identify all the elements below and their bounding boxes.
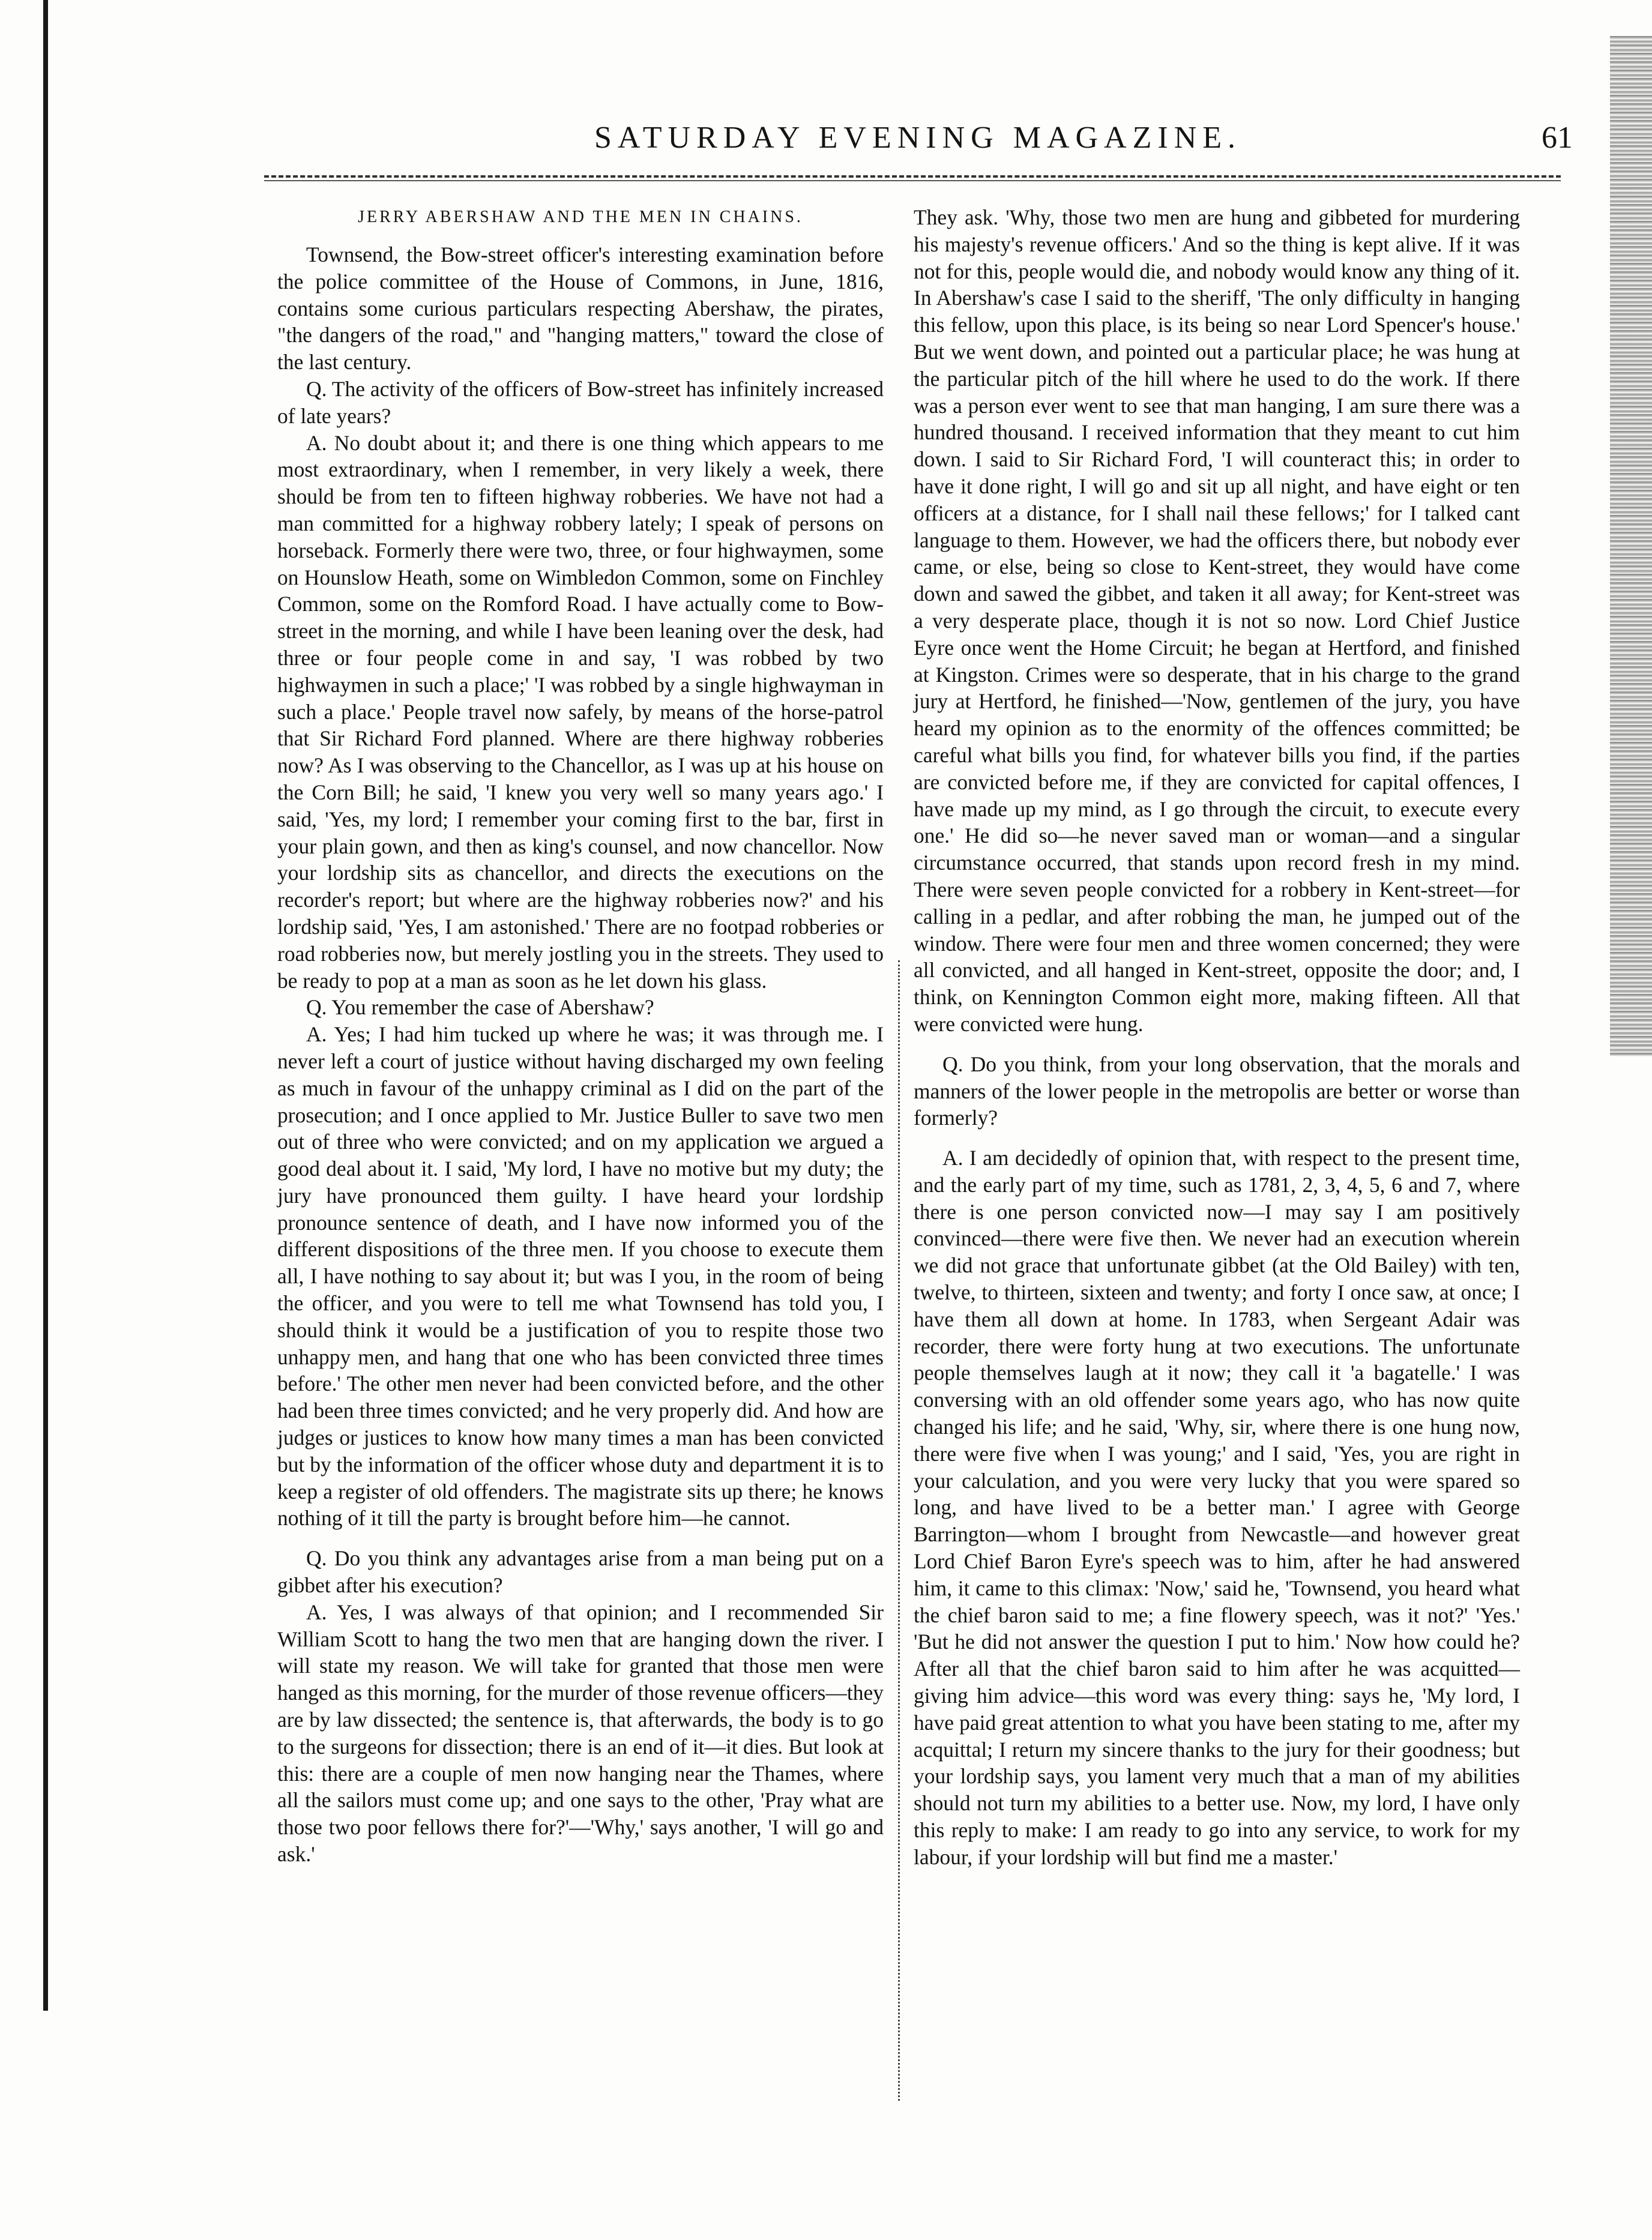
paragraph: Q. Do you think, from your long observation, that the morals and manners of the lower people in the metropolis are better or worse than formerly? [914,1052,1520,1130]
page-number: 61 [1542,121,1573,155]
scan-edge [1610,36,1652,1056]
right-column [914,204,1520,1871]
paragraph: A. I am decidedly of opinion that, with respect to the present time, and the early part of my time, such as 1781, 2, 3, 4, 5, 6 and 7, where there is one person convicted now—I may say I am positively convinced—there were five then. We never had an execution wherein we did not grace that unfortunate gibbet (at the Old Bailey) with ten, twelve, to thirteen, sixteen and twenty; and forty I once saw, at once; I have them all down at home. In 1783, when Sergeant Adair was recorder, there were forty hung at two executions. The unfortunate people themselves laugh at it now; they call it 'a bagatelle.' I was conversing with an old offender some years ago, who has now quite changed his life; and he said, 'Why, sir, where there is one hung now, there were five when I was young;' and I said, 'Yes, you are right in your calculation, and you were very lucky that you were spared so long, and have lived to be a better man.' I agree with George Barrington—whom I brought from Newcastle—and however great Lord Chief Baron Eyre's speech was to him, after he had answered him, it came to this climax: 'Now,' said he, 'Townsend, you heard what the chief baron said to me; a fine flowery speech, was it not?' 'Yes.' 'But he did not answer the question I put to him.' Now how could he? After all that the chief baron said to him after he was acquitted—giving him advice—this word was every thing: says he, 'My lord, I have paid great attention to what you have been stating to me, after my acquittal; I return my sincere thanks to the jury for their goodness; but your lordship says, you lament very much that a man of my abilities should not turn my abilities to a better use. Now, my lord, I have only this reply to make: I am ready to go into any service, to work for my labour, if your lordship will but find me a master.' [914,1146,1520,1869]
header-rule [264,175,1561,178]
paragraph: Q. The activity of the officers of Bow-street has infinitely increased of late years? [277,376,884,428]
binding-edge [43,0,48,2011]
paragraph: A. No doubt about it; and there is one thing which appears to me most extraordinary, when I remember, in very likely a week, there should be from ten to fifteen highway robberies. We have not had a man committed for a highway robbery lately; I speak of persons on horseback. Formerly there were two, three, or four highwaymen, some on Hounslow Heath, some on Wimbledon Common, some on Finchley Common, some on the Romford Road. I have actually come to Bow-street in the morning, and while I have been leaning over the desk, had three or four people come in and say, 'I was robbed by two highwaymen in such a place;' 'I was robbed by a single highwayman in such a place.' People travel now safely, by means of the horse-patrol that Sir Richard Ford planned. Where are there highway robberies now? As I was observing to the Chancellor, as I was up at his house on the Corn Bill; he said, 'I knew you very well so many years ago.' I said, 'Yes, my lord; I remember your coming first to the bar, first in your plain gown, and then as king's counsel, and now chancellor. Now your lordship sits as chancellor, and directs the executions on the recorder's report; but where are the highway robberies now?' and his lordship said, 'Yes, I am astonished.' There are no footpad robberies or road robberies now, but merely jostling you in the streets. They used to be ready to pop at a man as soon as he let down his glass. [277,430,884,993]
paragraph: Q. Do you think any advantages arise from a man being put on a gibbet after his execution? [277,1546,884,1598]
running-head [264,120,1573,162]
running-title: SATURDAY EVENING MAGAZINE. [594,121,1242,155]
article-title: JERRY ABERSHAW AND THE MEN IN CHAINS. [358,208,803,226]
paragraph: A. Yes; I had him tucked up where he was; it was through me. I never left a court of justice without having discharged my own feeling as much in favour of the unhappy criminal as I did on the part of the prosecution; and I once applied to Mr. Justice Buller to save two men out of three who were convicted; and on my application we argued a good deal about it. I said, 'My lord, I have no motive but my duty; the jury have pronounced them guilty. I have heard your lordship pronounce sentence of death, and I have now informed you of the different dispositions of the three men. If you choose to execute them all, I have nothing to say about it; but was I you, in the room of being the officer, and you were to tell me what Townsend has told you, I should think it would be a justification of you to respite those two unhappy men, and hang that one who has been convicted three times before.' The other men never had been convicted before, and the other had been three times convicted; and he very properly did. And how are judges or justices to know how many times a man has been convicted but by the information of the officer whose duty and department it is to keep a register of old offenders. The magistrate sits up there; he knows nothing of it till the party is brought before him—he cannot. [277,1022,884,1531]
column-divider [898,960,900,2101]
paragraph: A. Yes, I was always of that opinion; and I recommended Sir William Scott to hang the two men that are hanging down the river. I will state my reason. We will take for granted that those men were hanged as this morning, for the murder of those revenue officers—they are by law dissected; the sentence is, that afterwards, the body is to go to the surgeons for dissection; there is an end of it—it dies. But look at this: there are a couple of men now hanging near the Thames, where all the sailors must come up; and one says to the other, 'Pray what are those two poor fellows there for?'—'Why,' says another, 'I will go and ask.' [277,1600,884,1867]
header-rule-secondary [264,180,1561,181]
paragraph: Q. You remember the case of Abershaw? [306,995,654,1020]
paragraph: They ask. 'Why, those two men are hung and gibbeted for murdering his majesty's revenue officers.' And so the thing is kept alive. If it was not for this, people would die, and nobody would know any thing of it. In Abershaw's case I said to the sheriff, 'The only difficulty in hanging this fellow, upon this place, is its being so near Lord Spencer's house.' But we went down, and pointed out a particular place; he was hung at the particular pitch of the hill where he used to do the work. If there was a person ever went to see that man hanging, I am sure there was a hundred thousand. I received information that they meant to cut him down. I said to Sir Richard Ford, 'I will counteract this; in order to have it done right, I will go and sit up all night, and have eight or ten officers at a distance, for I shall nail these fellows;' for I talked cant language to them. However, we had the officers there, but nobody ever came, or else, being so close to Kent-street, they would have come down and sawed the gibbet, and taken it all away; for Kent-street was a very desperate place, though it is not so now. Lord Chief Justice Eyre once went the Home Circuit; he began at Hertford, and finished at Kingston. Crimes were so desperate, that in his charge to the grand jury at Hertford, he finished—'Now, gentlemen of the jury, you have heard my opinion as to the enormity of the offences committed; be careful what bills you find, for whatever bills you find, if the parties are convicted before me, if they are convicted for capital offences, I have made up my mind, as I go through the circuit, to execute every one.' He did so—he never saved man or woman—and a singular circumstance occurred, that stands upon record fresh in my mind. There were seven people convicted for a robbery in Kent-street—for calling in a pedlar, and after robbing the man, he jumped out of the window. There were four men and three women concerned; they were all convicted, and all hanged in Kent-street, opposite the door; and, I think, on Kennington Common eight more, making fifteen. All that were convicted were hung. [914,205,1520,1036]
left-column [277,204,884,1868]
paragraph: Townsend, the Bow-street officer's interesting examination before the police committee of the House of Commons, in June, 1816, contains some curious particulars respecting Abershaw, the pirates, "the dangers of the road," and "hanging matters," toward the close of the last century. [277,242,884,375]
